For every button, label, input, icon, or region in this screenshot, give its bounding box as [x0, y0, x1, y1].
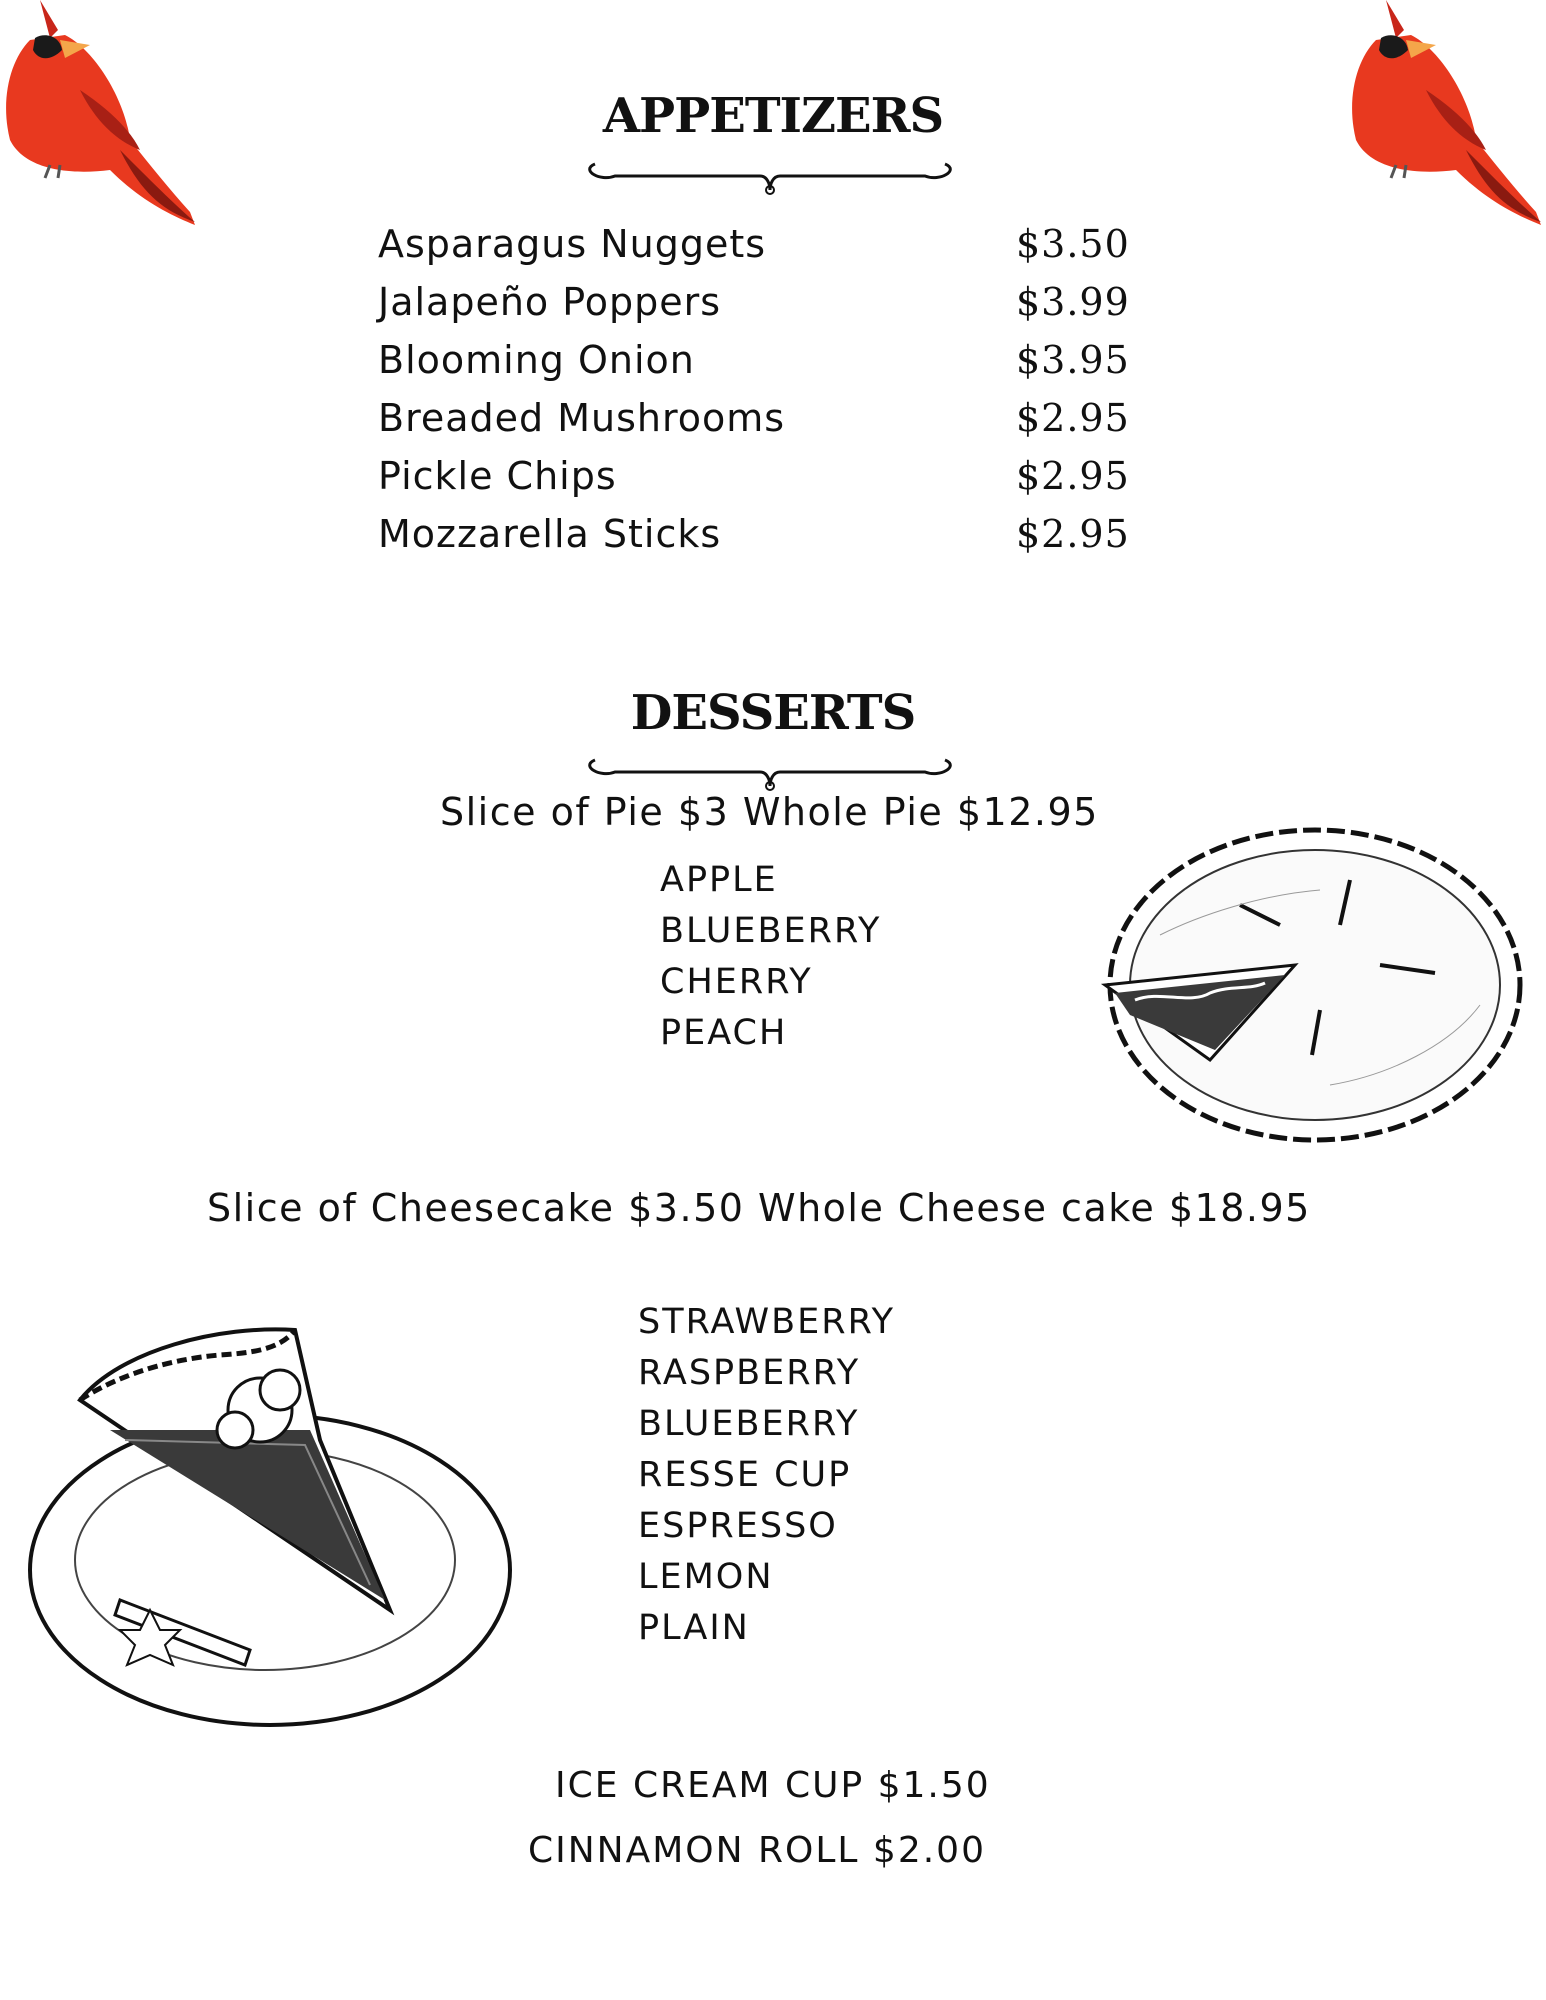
- menu-item: [378, 396, 1138, 454]
- list-item: APPLE: [660, 860, 778, 900]
- appetizers-heading: APPETIZERS: [602, 88, 944, 144]
- list-item: PLAIN: [638, 1608, 750, 1648]
- item-name: Jalapeño Poppers: [378, 280, 722, 324]
- list-item: RESSE CUP: [638, 1455, 852, 1495]
- ornamental-divider-icon: [585, 152, 955, 197]
- cheesecake-price-line: Slice of Cheesecake $3.50 Whole Cheese cake $18.95: [207, 1186, 1311, 1230]
- item-price: $2.95: [1016, 512, 1130, 556]
- pie-flavor-list: [660, 860, 881, 1064]
- menu-item: [378, 280, 1138, 338]
- item-price: $3.99: [1016, 280, 1130, 324]
- item-price: $2.95: [1016, 454, 1130, 498]
- item-price: $2.95: [1016, 396, 1130, 440]
- item-name: Breaded Mushrooms: [378, 396, 786, 440]
- menu-item: [378, 222, 1138, 280]
- list-item: CHERRY: [660, 962, 813, 1002]
- list-item: RASPBERRY: [638, 1353, 861, 1393]
- ornamental-divider-icon: [585, 748, 955, 793]
- item-price: $3.50: [1016, 222, 1130, 266]
- item-name: Asparagus Nuggets: [378, 222, 767, 266]
- ice-cream-price: ICE CREAM CUP $1.50: [555, 1765, 991, 1806]
- item-name: Mozzarella Sticks: [378, 512, 722, 556]
- list-item: ESPRESSO: [638, 1506, 838, 1546]
- cheesecake-flavor-list: [638, 1302, 895, 1659]
- cinnamon-roll-price: CINNAMON ROLL $2.00: [528, 1830, 986, 1871]
- list-item: BLUEBERRY: [660, 911, 882, 951]
- pie-slice-illustration: [20, 1310, 520, 1735]
- list-item: STRAWBERRY: [638, 1302, 896, 1342]
- list-item: LEMON: [638, 1557, 774, 1597]
- menu-item: [378, 338, 1138, 396]
- desserts-heading: DESSERTS: [630, 685, 916, 741]
- item-price: $3.95: [1016, 338, 1130, 382]
- list-item: BLUEBERRY: [638, 1404, 860, 1444]
- pie-price-line: Slice of Pie $3 Whole Pie $12.95: [440, 790, 1099, 834]
- whole-pie-illustration: [1090, 815, 1530, 1160]
- list-item: PEACH: [660, 1013, 788, 1053]
- menu-item: [378, 512, 1138, 570]
- item-name: Pickle Chips: [378, 454, 617, 498]
- menu-item: [378, 454, 1138, 512]
- item-name: Blooming Onion: [378, 338, 695, 382]
